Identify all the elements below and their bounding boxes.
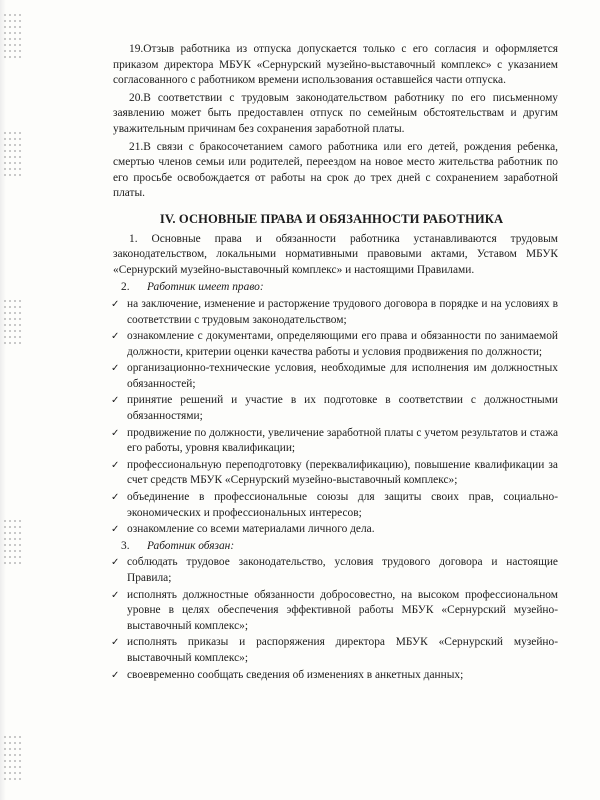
- checkmark-icon: ✓: [111, 298, 120, 310]
- checkmark-icon: ✓: [111, 492, 120, 504]
- duties-item-text: исполнять должностные обязанности добросовестно, на высоком профессиональном уровне в целях обеспечения эффективной работы МБУК «Сернурский музейно-выставочный комплекс»;: [127, 588, 558, 632]
- duties-item-text: соблюдать трудовое законодательство, условия трудового договора и настоящие Правила;: [127, 556, 558, 584]
- binding-holes-lower: [4, 520, 42, 568]
- rights-subheading: [113, 280, 558, 296]
- duties-title: Работник обязан:: [147, 539, 235, 552]
- checkmark-icon: ✓: [111, 637, 120, 649]
- checkmark-icon: ✓: [111, 395, 120, 407]
- paragraph-21: 21.В связи с бракосочетанием самого работника или его детей, рождения ребенка, смертью членов семьи или родителей, переездом на новое место жительства работник по его просьбе освобождается от работы на срок до трех дней с сохранением заработной платы.: [113, 140, 558, 200]
- rights-item-text: объединение в профессиональные союзы для защиты своих прав, социально-экономических и профессиональных интересов;: [127, 491, 558, 519]
- binding-holes-middle: [4, 300, 42, 348]
- binding-holes-bottom: [4, 736, 42, 784]
- rights-item-text: ознакомление со всеми материалами личного дела.: [127, 523, 375, 536]
- checkmark-icon: ✓: [111, 331, 120, 343]
- rights-list: [113, 297, 558, 538]
- paragraph-19: 19.Отзыв работника из отпуска допускается только с его согласия и оформляется приказом директора МБУК «Сернурский музейно-выставочный комплекс» с указанием согласованного с работником времени использования оставшейся части отпуска.: [113, 43, 558, 87]
- rights-item: [113, 490, 558, 521]
- rights-item: [113, 458, 558, 489]
- rights-item: [113, 393, 558, 424]
- rights-title: Работник имеет право:: [147, 281, 264, 294]
- rights-item: [113, 522, 558, 538]
- rights-item-text: ознакомление с документами, определяющими его права и обязанности по занимаемой должности, критерии оценки качества работы и условия продвижения по должности;: [127, 330, 558, 358]
- rights-item: [113, 361, 558, 392]
- duties-item: [113, 588, 558, 635]
- rights-item: [113, 329, 558, 360]
- rights-item-text: на заключение, изменение и расторжение трудового договора в порядке и на условиях в соответствии с трудовым законодательством;: [127, 297, 558, 326]
- duties-number: 3.: [121, 539, 130, 552]
- checkmark-icon: ✓: [111, 363, 120, 375]
- paragraph-20: 20.В соответствии с трудовым законодательством работнику по его письменному заявлению может быть предоставлен отпуск по семейным обстоятельствам и другим уважительным причинам без сохранения заработной платы.: [113, 91, 558, 135]
- duties-item: [113, 668, 558, 684]
- checkmark-icon: ✓: [111, 557, 120, 569]
- rights-item: [113, 297, 558, 328]
- rights-item-text: профессиональную переподготовку (переквалификацию), повышение квалификации за счет средств МБУК «Сернурский музейно-выставочный комплекс»;: [127, 458, 558, 487]
- rights-item: [113, 426, 558, 457]
- checkmark-icon: ✓: [111, 669, 120, 681]
- duties-item-text: исполнять приказы и распоряжения директора МБУК «Сернурский музейно-выставочный комплекс»;: [127, 636, 558, 664]
- checkmark-icon: ✓: [111, 459, 120, 471]
- binding-holes-upper: [4, 132, 42, 180]
- duties-item-text: своевременно сообщать сведения об изменениях в анкетных данных;: [127, 668, 464, 681]
- rights-item-text: принятие решений и участие в их подготовке в соответствии с должностными обязанностями;: [127, 394, 558, 423]
- duties-list: [113, 555, 558, 683]
- binding-holes-top: [4, 14, 42, 62]
- rights-number: 2.: [121, 281, 130, 294]
- duties-item: [113, 635, 558, 666]
- checkmark-icon: ✓: [111, 524, 120, 536]
- checkmark-icon: ✓: [111, 589, 120, 601]
- checkmark-icon: ✓: [111, 427, 120, 439]
- duties-subheading: [113, 539, 558, 555]
- duties-item: [113, 555, 558, 586]
- rights-item-text: продвижение по должности, увеличение заработной платы с учетом результатов и стажа его работы, уровня квалификации;: [127, 426, 558, 455]
- rights-item-text: организационно-технические условия, необходимые для исполнения им должностных обязанностей;: [127, 362, 558, 390]
- section-heading: IV. ОСНОВНЫЕ ПРАВА И ОБЯЗАННОСТИ РАБОТНИКА: [159, 211, 504, 226]
- document-body: [113, 42, 558, 684]
- section-intro: 1. Основные права и обязанности работника устанавливаются трудовым законодательством, локальными нормативными правовыми актами, Уставом МБУК «Сернурский музейно-выставочный комплекс» и настоящими Правилами.: [113, 232, 558, 276]
- scan-edge-shadow: [0, 0, 6, 800]
